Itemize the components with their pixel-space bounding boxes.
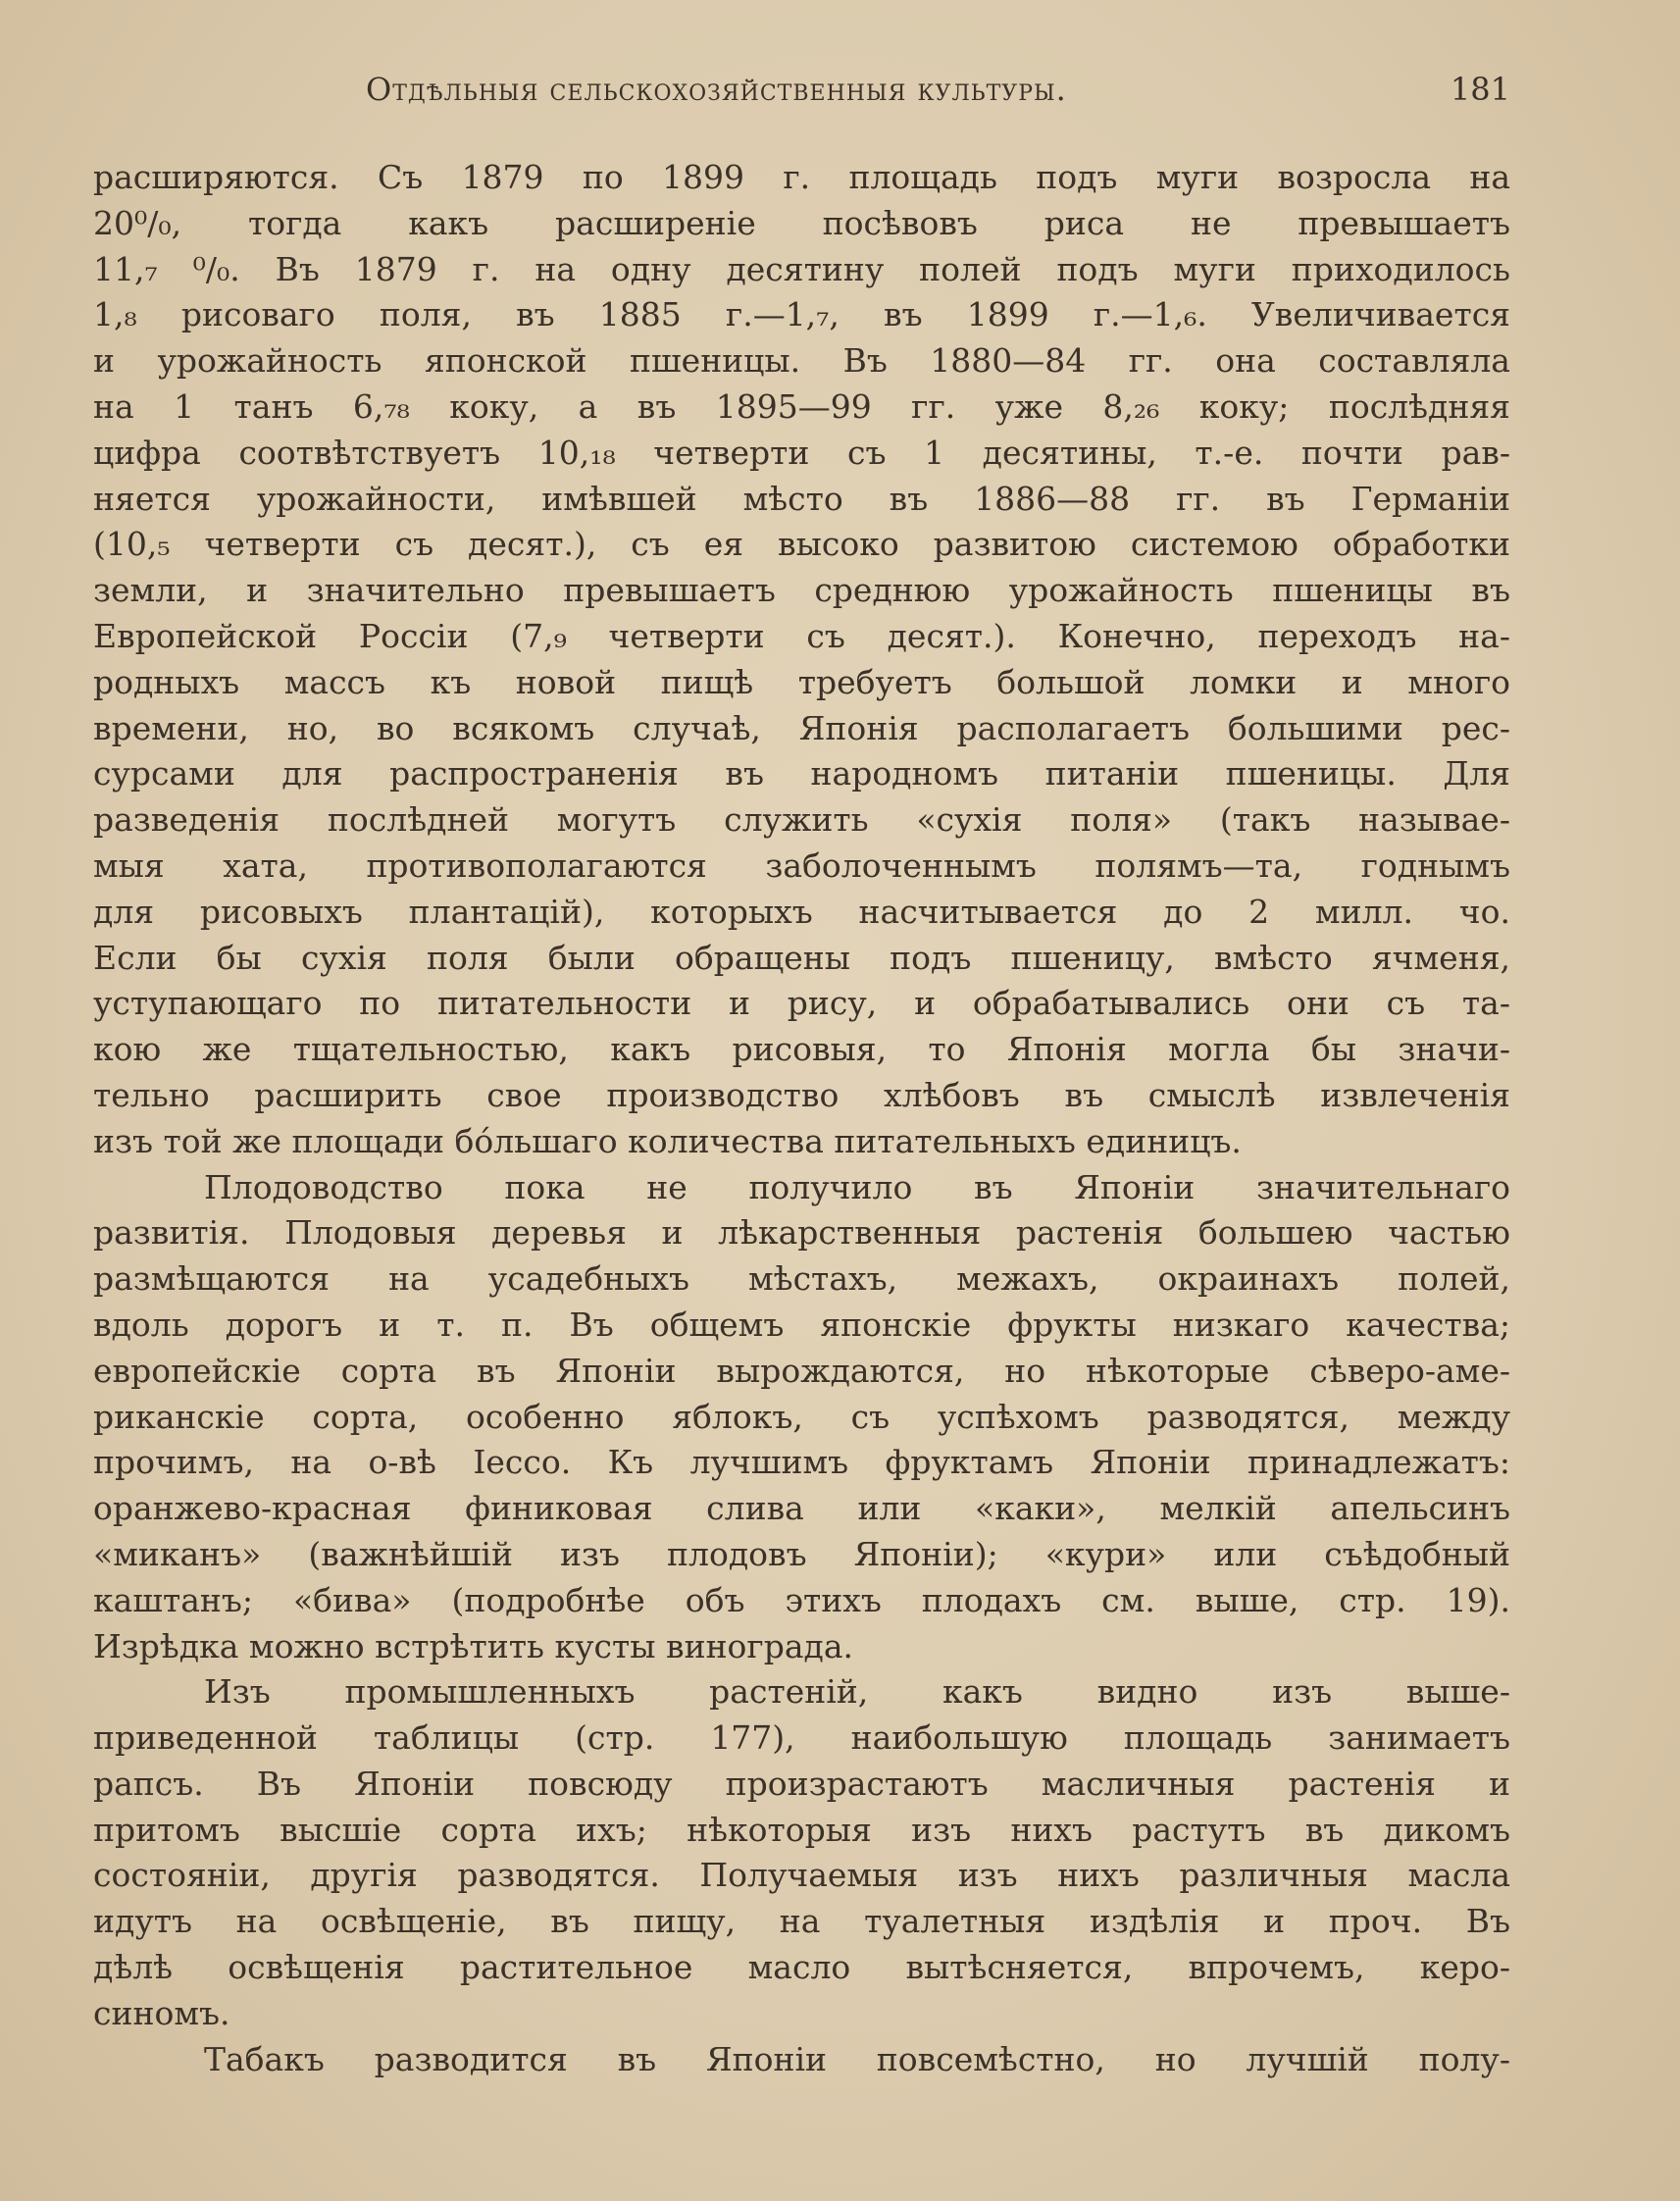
- text-line: тельно расширить свое производство хлѣбовъ въ смыслѣ извлеченія: [93, 1075, 1510, 1114]
- text-line: на 1 танъ 6,₇₈ коку, а въ 1895—99 гг. уже 8,₂₆ коку; послѣдняя: [93, 386, 1510, 426]
- text-line: каштанъ; «бива» (подробнѣе объ этихъ плодахъ см. выше, стр. 19).: [93, 1580, 1510, 1619]
- page-header: [93, 71, 1510, 120]
- text-line: (10,₅ четверти съ десят.), съ ея высоко развитою системою обработки: [93, 525, 1510, 564]
- text-line: Табакъ разводится въ Японіи повсемѣстно, но лучшій полу-: [204, 2039, 1510, 2078]
- text-line: сурсами для распространенія въ народномъ питаніи пшеницы. Для: [93, 754, 1510, 793]
- text-line: «миканъ» (важнѣйшій изъ плодовъ Японіи); «кури» или съѣдобный: [93, 1534, 1510, 1573]
- text-line: Изъ промышленныхъ растеній, какъ видно изъ выше-: [204, 1672, 1510, 1712]
- text-line: няется урожайности, имѣвшей мѣсто въ 1886—88 гг. въ Германіи: [93, 479, 1510, 518]
- text-line: синомъ.: [93, 1993, 230, 2032]
- text-line: европейскіе сорта въ Японіи вырождаются, но нѣкоторые сѣверо-аме-: [93, 1351, 1510, 1390]
- text-line: уступающаго по питательности и рису, и обрабатывались они съ та-: [93, 984, 1510, 1023]
- text-line: идутъ на освѣщеніе, въ пищу, на туалетныя издѣлія и проч. Въ: [93, 1902, 1510, 1941]
- text-line: времени, но, во всякомъ случаѣ, Японія располагаетъ большими рес-: [93, 708, 1510, 747]
- text-line: вдоль дорогъ и т. п. Въ общемъ японскіе фрукты низкаго качества;: [93, 1305, 1510, 1344]
- text-line: 20⁰/₀, тогда какъ расширеніе посѣвовъ риса не превышаетъ: [93, 203, 1510, 242]
- text-line: состояніи, другія разводятся. Получаемыя изъ нихъ различныя масла: [93, 1856, 1510, 1895]
- text-line: изъ той же площади бóльшаго количества питательныхъ единицъ.: [93, 1121, 1242, 1160]
- text-line: 11,₇ ⁰/₀. Въ 1879 г. на одну десятину полей подъ муги приходилось: [93, 249, 1510, 288]
- text-line: земли, и значительно превышаетъ среднюю урожайность пшеницы въ: [93, 571, 1510, 610]
- text-line: и урожайность японской пшеницы. Въ 1880—84 гг. она составляла: [93, 341, 1510, 381]
- text-line: размѣщаются на усадебныхъ мѣстахъ, межахъ, окраинахъ полей,: [93, 1259, 1510, 1299]
- text-line: риканскіе сорта, особенно яблокъ, съ успѣхомъ разводятся, между: [93, 1397, 1510, 1436]
- text-line: прочимъ, на о-вѣ Іессо. Къ лучшимъ фруктамъ Японіи принадлежатъ:: [93, 1443, 1510, 1482]
- text-line: цифра соотвѣтствуетъ 10,₁₈ четверти съ 1 десятины, т.-е. почти рав-: [93, 433, 1510, 472]
- text-line: 1,₈ рисоваго поля, въ 1885 г.—1,₇, въ 1899 г.—1,₆. Увеличивается: [93, 295, 1510, 334]
- running-title: Отдѣльныя сельскохозяйственныя культуры.: [366, 71, 1067, 108]
- text-line: развитія. Плодовыя деревья и лѣкарственныя растенія большею частью: [93, 1213, 1510, 1253]
- body-text: [93, 155, 1510, 2082]
- text-line: рапсъ. Въ Японіи повсюду произрастаютъ масличныя растенія и: [93, 1764, 1510, 1803]
- text-line: Плодоводство пока не получило въ Японіи значительнаго: [204, 1167, 1510, 1206]
- text-line: приведенной таблицы (стр. 177), наибольшую площадь занимаетъ: [93, 1718, 1510, 1758]
- text-line: родныхъ массъ къ новой пищѣ требуетъ большой ломки и много: [93, 662, 1510, 701]
- text-line: Если бы сухія поля были обращены подъ пшеницу, вмѣсто ячменя,: [93, 938, 1510, 977]
- text-line: оранжево-красная финиковая слива или «каки», мелкій апельсинъ: [93, 1489, 1510, 1528]
- text-line: Европейской Россіи (7,₉ четверти съ десят.). Конечно, переходъ на-: [93, 616, 1510, 655]
- text-line: расширяются. Съ 1879 по 1899 г. площадь подъ муги возросла на: [93, 158, 1510, 196]
- text-line: разведенія послѣдней могутъ служить «сухія поля» (такъ называе-: [93, 800, 1510, 840]
- text-line: притомъ высшіе сорта ихъ; нѣкоторыя изъ нихъ растутъ въ дикомъ: [93, 1810, 1510, 1849]
- text-line: кою же тщательностью, какъ рисовыя, то Японія могла бы значи-: [93, 1030, 1510, 1069]
- text-line: дѣлѣ освѣщенія растительное масло вытѣсняется, впрочемъ, керо-: [93, 1948, 1510, 1987]
- page-number: 181: [1450, 71, 1510, 108]
- text-line: Изрѣдка можно встрѣтить кусты винограда.: [93, 1626, 854, 1665]
- text-line: мыя хата, противополагаются заболоченнымъ полямъ—та, годнымъ: [93, 845, 1510, 885]
- text-line: для рисовыхъ плантацій), которыхъ насчитывается до 2 милл. чо.: [93, 892, 1510, 931]
